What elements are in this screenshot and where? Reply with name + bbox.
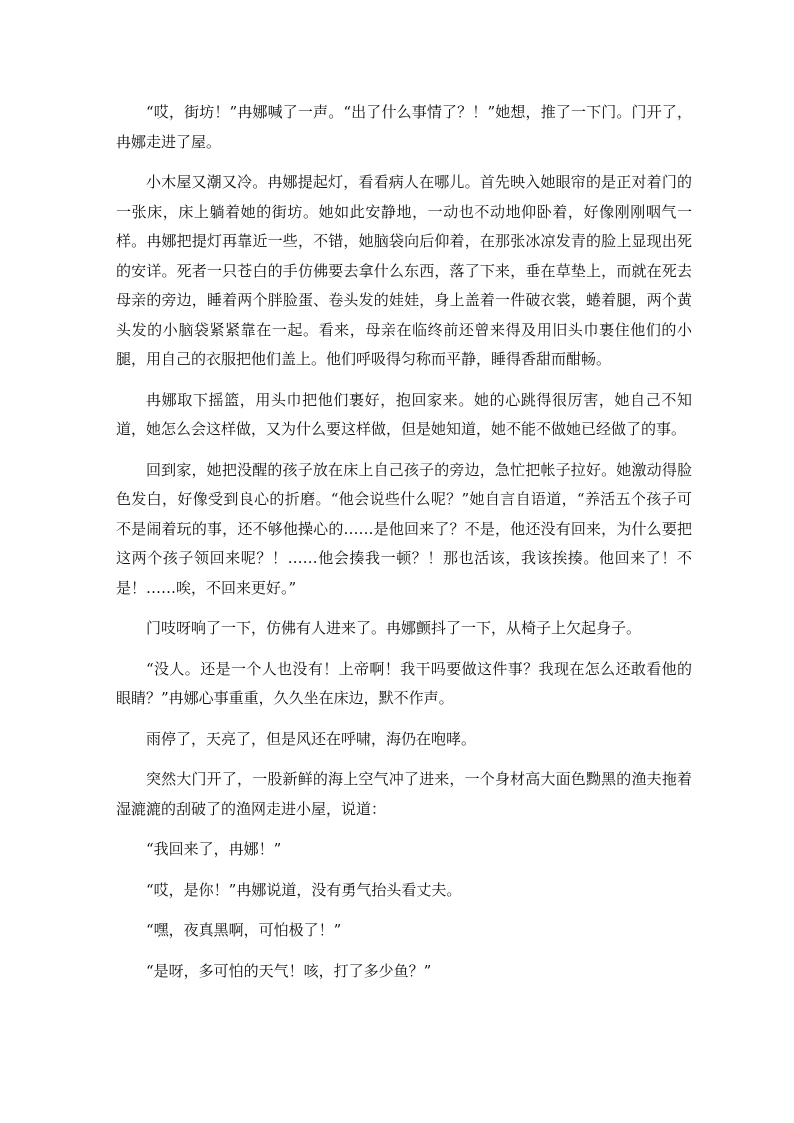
- paragraph-7: 雨停了，天亮了，但是风还在呼啸，海仍在咆哮。: [146, 729, 477, 748]
- paragraph-8: 突然大门开了，一股新鲜的海上空气冲了进来，一个身材高大面色黝黑的渔夫拖着湿漉漉的刮破了的渔网走进小屋，说道：: [116, 770, 692, 818]
- paragraph-6: “没人。还是一个人也没有！上帝啊！我干吗要做这件事？我现在怎么还敢看他的眼睛？”冉娜心事重重，久久坐在床边，默不作声。: [116, 659, 692, 707]
- paragraph-10: “哎，是你！”冉娜说道，没有勇气抬头看丈夫。: [146, 880, 462, 899]
- paragraph-2: 小木屋又潮又冷。冉娜提起灯，看看病人在哪儿。首先映入她眼帘的是正对着门的一张床，床上躺着她的街坊。她如此安静地，一动也不动地仰卧着，好像刚刚咽气一样。冉娜把提灯再靠近一些，不错，她脑袋向后仰着，在那张冰凉发青的脸上显现出死的安详。死者一只苍白的手仿佛要去拿什么东西，落了下来，垂在草垫上，而就在死去母亲的旁边，睡着两个胖脸蛋、卷头发的娃娃，身上盖着一件破衣裳，蜷着腿，两个黄头发的小脑袋紧紧靠在一起。看来，母亲在临终前还曾来得及用旧头巾裹住他们的小腿，用自己的衣服把他们盖上。他们呼吸得匀称而平静，睡得香甜而酣畅。: [116, 173, 692, 368]
- paragraph-5: 门吱呀响了一下，仿佛有人进来了。冉娜颤抖了一下，从椅子上欠起身子。: [146, 619, 642, 637]
- story-text: [116, 98, 692, 997]
- paragraph-12: “是呀，多可怕的天气！咳，打了多少鱼？”: [146, 961, 432, 980]
- paragraph-1: “哎，街坊！”冉娜喊了一声。“出了什么事情了？！”她想，推了一下门。门开了，冉娜走进了屋。: [116, 103, 692, 151]
- paragraph-4: 回到家，她把没醒的孩子放在床上自己孩子的旁边，急忙把帐子拉好。她激动得脸色发白，好像受到良心的折磨。“他会说些什么呢？”她自言自语道，“养活五个孩子可不是闹着玩的事，还不够他操心的……是他回来了？不是，他还没有回来，为什么要把这两个孩子领回来呢？！……他会揍我一顿？！那也活该，我该挨揍。他回来了！不是！……唉，不回来更好。”: [116, 460, 692, 597]
- paragraph-11: “嘿，夜真黑啊，可怕极了！”: [146, 921, 342, 939]
- paragraph-3: 冉娜取下摇篮，用头巾把他们裹好，抱回家来。她的心跳得很厉害，她自己不知道，她怎么会这样做，又为什么要这样做，但是她知道，她不能不做她已经做了的事。: [116, 390, 692, 438]
- paragraph-9: “我回来了，冉娜！”: [146, 840, 282, 858]
